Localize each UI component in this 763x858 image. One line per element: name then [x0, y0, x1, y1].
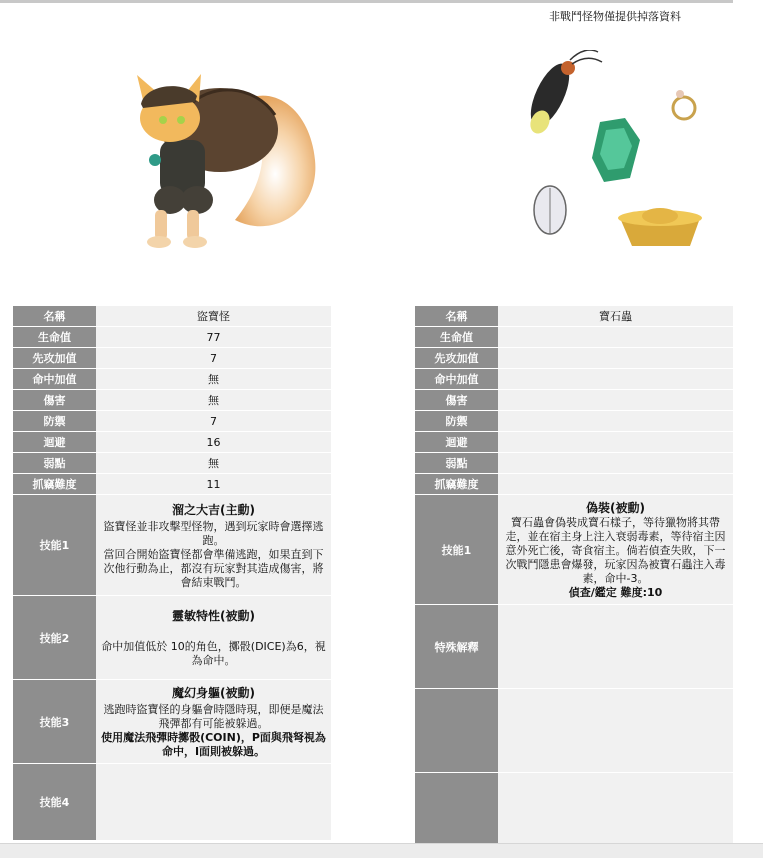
stat-label: 名稱: [13, 306, 96, 327]
stat-value: [498, 348, 733, 369]
monster-table: [13, 306, 331, 841]
stat-label: 先攻加值: [415, 348, 498, 369]
stat-row-hit: [13, 369, 331, 390]
stat-value: 無: [96, 453, 331, 474]
skill-highlight: 偵查/鑑定 難度:10: [568, 586, 663, 599]
stat-row-initiative: [13, 348, 331, 369]
stat-value: 盜寶怪: [96, 306, 331, 327]
stat-row-steal: [415, 474, 733, 495]
stat-value: 7: [96, 411, 331, 432]
skill-text: 逃跑時盜寶怪的身軀會時隱時現，即便是魔法飛彈都有可能被躲過。: [103, 703, 324, 730]
stat-row-steal: [13, 474, 331, 495]
stat-label: 迴避: [415, 432, 498, 453]
stat-value: 無: [96, 369, 331, 390]
skill-label: 技能1: [13, 495, 96, 596]
skill-title: 偽裝(被動): [586, 501, 645, 515]
stat-row-defense: [13, 411, 331, 432]
stat-value: 11: [96, 474, 331, 495]
skill-row-3: [13, 680, 331, 764]
skill-cell: [96, 680, 331, 764]
gem-bug-table: [415, 306, 733, 850]
skill-row-empty: [415, 689, 733, 773]
skill-row-1: [415, 495, 733, 605]
stat-label: 弱點: [13, 453, 96, 474]
stat-row-weakness: [13, 453, 331, 474]
stat-row-evasion: [13, 432, 331, 453]
stat-value: [498, 453, 733, 474]
skill-label: 技能4: [13, 764, 96, 841]
stat-value: 寶石蟲: [498, 306, 733, 327]
stat-row-name: [13, 306, 331, 327]
drop-note: 非戰鬥怪物僅提供掉落資料: [549, 10, 681, 23]
stat-label: 防禦: [13, 411, 96, 432]
stat-value: [498, 369, 733, 390]
stat-label: 傷害: [13, 390, 96, 411]
stat-label: 抓竊難度: [13, 474, 96, 495]
stat-row-initiative: [415, 348, 733, 369]
skill-title: 靈敏特性(被動): [172, 609, 255, 623]
stat-value: [498, 390, 733, 411]
stat-value: [498, 432, 733, 453]
skill-label: 技能3: [13, 680, 96, 764]
stat-value: 7: [96, 348, 331, 369]
stat-label: 防禦: [415, 411, 498, 432]
skill-row-1: [13, 495, 331, 596]
skill-cell: [498, 605, 733, 689]
skill-cell: [96, 764, 331, 841]
right-margin: [733, 0, 763, 857]
stat-label: 弱點: [415, 453, 498, 474]
skill-label: 技能1: [415, 495, 498, 605]
stat-row-hit: [415, 369, 733, 390]
skill-row-2: [13, 596, 331, 680]
stat-label: 生命值: [13, 327, 96, 348]
top-border: [0, 0, 733, 3]
skill-text: 當回合開始盜寶怪都會準備逃跑，如果直到下次他行動為止，都沒有玩家對其造成傷害，將會結束戰鬥。: [103, 547, 324, 589]
stat-label: 名稱: [415, 306, 498, 327]
stat-row-damage: [415, 390, 733, 411]
skill-row-4: [13, 764, 331, 841]
gem-bugs-illustration: [520, 50, 720, 270]
stat-label: 命中加值: [415, 369, 498, 390]
skill-cell: [498, 495, 733, 605]
stat-row-defense: [415, 411, 733, 432]
treasure-thief-illustration: [125, 70, 325, 255]
stat-row-weakness: [415, 453, 733, 474]
stat-row-damage: [13, 390, 331, 411]
stat-label: 傷害: [415, 390, 498, 411]
stat-value: 無: [96, 390, 331, 411]
stat-value: 16: [96, 432, 331, 453]
skill-cell: [498, 773, 733, 850]
skill-label: 技能2: [13, 596, 96, 680]
skill-row-empty: [415, 773, 733, 850]
stat-label: 迴避: [13, 432, 96, 453]
stat-value: 77: [96, 327, 331, 348]
skill-cell: [498, 689, 733, 773]
stat-label: 命中加值: [13, 369, 96, 390]
skill-label: [415, 773, 498, 850]
stat-row-name: [415, 306, 733, 327]
stat-label: 生命值: [415, 327, 498, 348]
skill-text: 盜寶怪並非攻擊型怪物，遇到玩家時會選擇逃跑。: [103, 519, 324, 547]
skill-title: 溜之大吉(主動): [172, 502, 255, 517]
skill-text: 寶石蟲會偽裝成寶石樣子，等待獵物將其帶走，並在宿主身上注入衰弱毒素，等待宿主因意外死亡後，寄食宿主。倘若偵查失敗，下一次戰鬥隱患會爆發，玩家因為被寶石蟲注入毒素，命中-3。: [505, 516, 726, 585]
skill-row-special: [415, 605, 733, 689]
stat-label: 先攻加值: [13, 348, 96, 369]
skill-text: 命中加值低於 10的角色，擲骰(DICE)為6，視為命中。: [101, 640, 326, 667]
stat-value: [498, 411, 733, 432]
skill-title: 魔幻身軀(被動): [172, 686, 255, 700]
skill-cell: [96, 596, 331, 680]
stat-label: 抓竊難度: [415, 474, 498, 495]
stat-row-evasion: [415, 432, 733, 453]
stat-row-hp: [13, 327, 331, 348]
skill-label: 特殊解釋: [415, 605, 498, 689]
bottom-scroll-area: [0, 843, 763, 858]
stat-value: [498, 327, 733, 348]
stat-row-hp: [415, 327, 733, 348]
skill-cell: [96, 495, 331, 596]
skill-label: [415, 689, 498, 773]
stat-value: [498, 474, 733, 495]
skill-highlight: 使用魔法飛彈時擲骰(COIN)，P面與飛弩視為命中，I面則被躲過。: [101, 731, 326, 758]
